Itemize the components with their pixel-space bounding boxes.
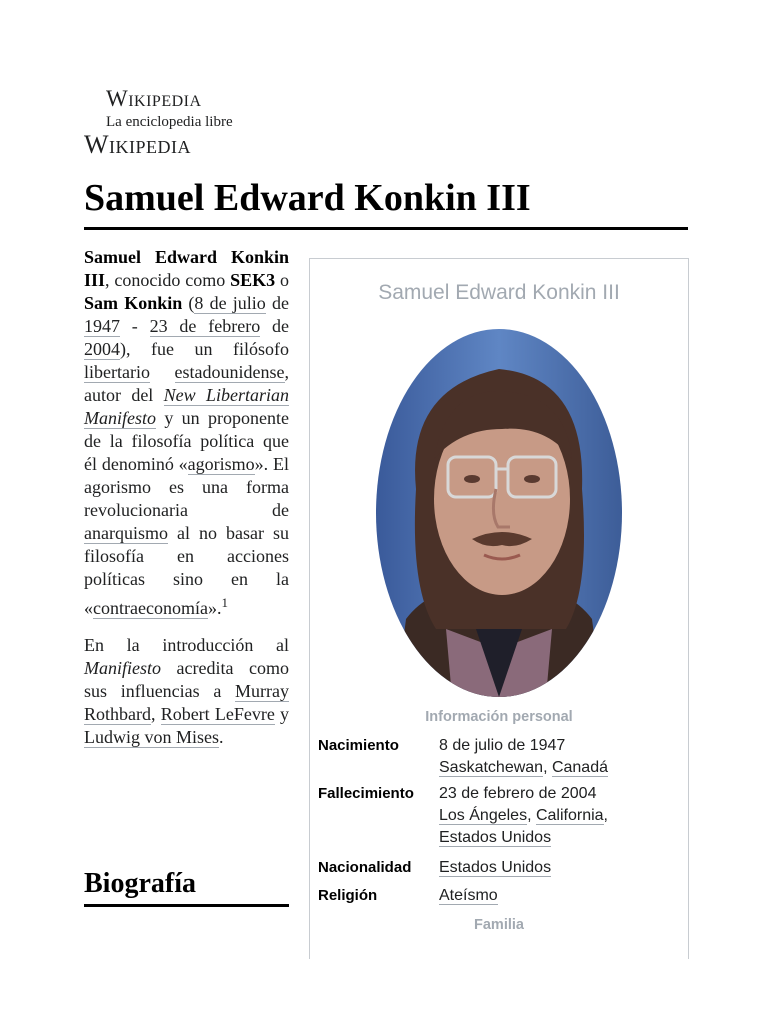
infobox-label: Religión <box>318 887 378 904</box>
text-run: al no basar su filosofía en acciones políticas sino en la « <box>84 523 289 618</box>
article-body <box>84 246 289 763</box>
link-saskatchewan[interactable]: Saskatchewan <box>439 759 544 776</box>
text-run: , autor del <box>84 362 289 405</box>
text-run: acredita como sus influencias a <box>84 658 289 701</box>
link-estados-unidos-nacionalidad[interactable]: Estados Unidos <box>439 859 552 876</box>
infobox-label: Nacionalidad <box>318 859 412 876</box>
infobox-section-personal: Información personal <box>425 709 573 725</box>
portrait-image[interactable] <box>376 329 622 697</box>
link-california[interactable]: California <box>535 807 604 824</box>
link-los-angeles[interactable]: Los Ángeles <box>439 807 528 824</box>
link-2004[interactable]: 2004 <box>84 339 120 359</box>
value-text: 8 de julio de 1947 <box>439 737 566 754</box>
separator: , <box>603 807 608 824</box>
text-run: En la introducción al <box>84 635 289 655</box>
value-line <box>439 827 608 849</box>
intro-paragraph <box>84 246 289 620</box>
infobox-value <box>439 735 608 779</box>
bold-alias-sam: Sam Konkin <box>84 293 183 313</box>
link-robert-lefevre[interactable]: Robert LeFevre <box>160 704 275 724</box>
link-canada[interactable]: Canadá <box>551 759 608 776</box>
link-estados-unidos[interactable]: Estados Unidos <box>439 829 552 846</box>
separator: , <box>527 807 536 824</box>
text-run: de <box>260 316 290 336</box>
section-heading-biografia: Biografía <box>84 868 196 899</box>
italic-manifiesto: Manifiesto <box>84 658 161 678</box>
infobox-value <box>439 783 608 849</box>
text-run: de <box>265 293 289 313</box>
value-line <box>439 885 498 907</box>
value-line <box>439 757 608 779</box>
text-run: . <box>219 727 224 747</box>
infobox <box>309 258 689 959</box>
bold-name: Samuel Edward Konkin III <box>84 247 289 290</box>
text-run: - <box>120 316 150 336</box>
infobox-value <box>439 885 498 907</box>
influences-paragraph <box>84 634 289 749</box>
link-estadounidense[interactable]: estadounidense <box>174 362 285 382</box>
bold-alias-sek3: SEK3 <box>230 270 276 290</box>
link-ateismo[interactable]: Ateísmo <box>439 887 498 904</box>
link-1947[interactable]: 1947 <box>84 316 120 336</box>
reference-link[interactable]: 1 <box>221 595 228 610</box>
logo-wordmark-bottom: Wikipedia <box>84 130 192 159</box>
text-run: o <box>275 270 289 290</box>
infobox-label: Fallecimiento <box>318 785 414 802</box>
reference-marker[interactable] <box>221 595 228 611</box>
infobox-section-familia: Familia <box>474 917 524 933</box>
link-contraeconomia[interactable]: contraeconomía <box>93 598 208 618</box>
link-text-italic: New Libertarian Manifesto <box>84 385 290 428</box>
text-run: ), fue un filósofo <box>120 339 289 359</box>
infobox-title: Samuel Edward Konkin III <box>378 281 620 304</box>
text-run: , conocido como <box>105 270 231 290</box>
section-divider <box>84 904 289 907</box>
text-run: y <box>274 704 290 724</box>
text-run: ». El agorismo es una forma revolucionaria de <box>84 454 290 520</box>
value-text: 23 de febrero de 2004 <box>439 785 597 802</box>
link-ludwig-von-mises[interactable]: Ludwig von Mises <box>84 727 219 747</box>
text-run <box>150 362 175 382</box>
logo-tagline: La enciclopedia libre <box>106 114 233 130</box>
infobox-value <box>439 857 551 879</box>
link-23-de-febrero[interactable]: 23 de febrero <box>149 316 261 336</box>
text-run: ( <box>182 293 195 313</box>
infobox-label: Nacimiento <box>318 737 399 754</box>
value-line <box>439 857 551 879</box>
logo-wordmark-top: Wikipedia <box>106 86 202 111</box>
text-run: y un proponente de la filosofía política que él denominó « <box>84 408 289 474</box>
link-8-de-julio[interactable]: 8 de julio <box>194 293 266 313</box>
value-line <box>439 805 608 827</box>
separator: , <box>543 759 552 776</box>
link-agorismo[interactable]: agorismo <box>187 454 255 474</box>
page-title: Samuel Edward Konkin III <box>84 177 531 219</box>
text-run: , <box>151 704 161 724</box>
title-divider <box>84 227 688 230</box>
link-libertario[interactable]: libertario <box>84 362 150 382</box>
link-anarquismo[interactable]: anarquismo <box>84 523 168 543</box>
text-run: ». <box>207 598 222 618</box>
link-murray-rothbard[interactable]: Murray Rothbard <box>84 681 289 724</box>
